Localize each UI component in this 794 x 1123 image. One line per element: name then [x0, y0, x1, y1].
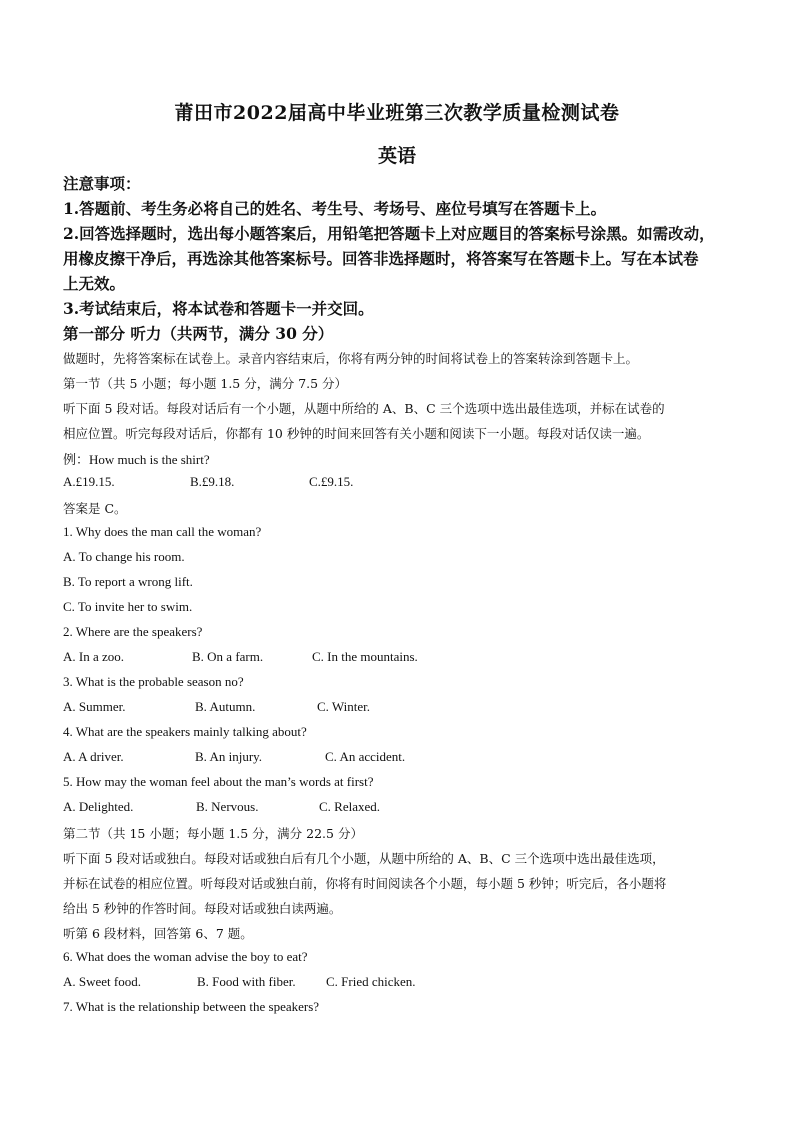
notice-item-2-line-1: 2.回答选择题时，选出每小题答案后，用铅笔把答题卡上对应题目的答案标号涂黑。如需改动， [63, 224, 715, 243]
example-option-c: C.£9.15. [309, 474, 354, 489]
example-answer: 答案是 C。 [63, 501, 127, 516]
question-7-stem: 7. What is the relationship between the speakers? [63, 999, 320, 1014]
question-3-option-b: B. Autumn. [195, 699, 256, 714]
section2-instruction-line-2: 并标在试卷的相应位置。听每段对话或独白前，你将有时间阅读各个小题，每小题 5 秒钟；听完后，各小题将 [63, 876, 667, 891]
question-6-option-b: B. Food with fiber. [197, 974, 296, 989]
question-1-option-c: C. To invite her to swim. [63, 599, 193, 614]
question-5-option-b: B. Nervous. [196, 799, 259, 814]
section1-heading: 第一节（共 5 小题；每小题 1.5 分，满分 7.5 分） [63, 376, 348, 391]
notice-item-2-line-2: 用橡皮擦干净后，再选涂其他答案标号。回答非选择题时，将答案写在答题卡上。写在本试卷 [63, 249, 699, 268]
section1-instruction-line-2: 相应位置。听完每段对话后，你都有 10 秒钟的时间来回答有关小题和阅读下一小题。每段对话仅读一遍。 [63, 426, 650, 441]
question-5-stem: 5. How may the woman feel about the man’s words at first? [63, 774, 374, 789]
question-3-option-a: A. Summer. [63, 699, 126, 714]
section2-heading: 第二节（共 15 小题；每小题 1.5 分，满分 22.5 分） [63, 826, 363, 841]
subject-title: 英语 [377, 145, 416, 167]
question-2-option-a: A. In a zoo. [63, 649, 125, 664]
question-3-stem: 3. What is the probable season no? [63, 674, 244, 689]
question-6-option-c: C. Fried chicken. [326, 974, 416, 989]
notice-item-3: 3.考试结束后，将本试卷和答题卡一并交回。 [63, 299, 374, 318]
question-1-stem: 1. Why does the man call the woman? [63, 524, 262, 539]
question-2-stem: 2. Where are the speakers? [63, 624, 203, 639]
question-5-option-c: C. Relaxed. [319, 799, 381, 814]
question-3-option-c: C. Winter. [317, 699, 371, 714]
question-4-option-a: A. A driver. [63, 749, 124, 764]
example-question: 例：How much is the shirt? [63, 452, 210, 467]
question-6-option-a: A. Sweet food. [63, 974, 141, 989]
question-4-stem: 4. What are the speakers mainly talking about? [63, 724, 307, 739]
exam-title: 莆田市2022届高中毕业班第三次教学质量检测试卷 [174, 102, 620, 124]
question-1-option-b: B. To report a wrong lift. [63, 574, 193, 589]
question-6-stem: 6. What does the woman advise the boy to eat? [63, 949, 308, 964]
question-4-option-c: C. An accident. [325, 749, 406, 764]
section2-instruction-line-1: 听下面 5 段对话或独白。每段对话或独白后有几个小题，从题中所给的 A、B、C 三个选项中选出最佳选项， [63, 851, 665, 866]
example-option-a: A.£19.15. [63, 474, 115, 489]
example-option-b: B.£9.18. [190, 474, 235, 489]
question-1-option-a: A. To change his room. [63, 549, 185, 564]
question-4-option-b: B. An injury. [195, 749, 263, 764]
section1-instruction-line-1: 听下面 5 段对话。每段对话后有一个小题，从题中所给的 A、B、C 三个选项中选出最佳选项，并标在试卷的 [63, 401, 665, 416]
part1-heading: 第一部分 听力（共两节，满分 30 分） [63, 324, 334, 343]
question-5-option-a: A. Delighted. [63, 799, 134, 814]
material-6-note: 听第 6 段材料，回答第 6、7 题。 [63, 926, 253, 941]
section2-instruction-line-3: 给出 5 秒钟的作答时间。每段对话或独白读两遍。 [63, 901, 342, 916]
notice-item-1: 1.答题前、考生务必将自己的姓名、考生号、考场号、座位号填写在答题卡上。 [63, 199, 607, 218]
question-2-option-b: B. On a farm. [192, 649, 264, 664]
notice-item-2-line-3: 上无效。 [63, 274, 126, 293]
part1-instruction: 做题时，先将答案标在试卷上。录音内容结束后，你将有两分钟的时间将试卷上的答案转涂到答题卡上。 [63, 351, 639, 366]
question-2-option-c: C. In the mountains. [312, 649, 418, 664]
notice-heading: 注意事项： [63, 174, 141, 193]
